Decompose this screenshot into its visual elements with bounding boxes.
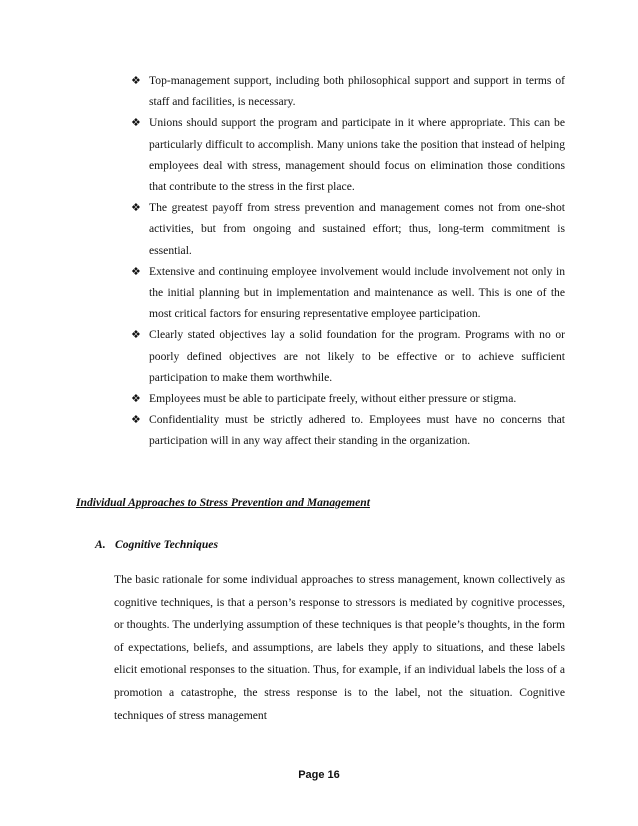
bullet-item — [131, 70, 565, 112]
subheading-marker: A. — [95, 538, 106, 551]
bullet-item — [131, 197, 565, 261]
diamond-bullet-icon: ❖ — [131, 413, 141, 427]
bullet-item — [131, 112, 565, 197]
bullet-text: The greatest payoff from stress prevention and management comes not from one-shot activities, but from ongoing and sustained effort; thus, long-term commitment is essential. — [149, 201, 565, 257]
diamond-bullet-icon: ❖ — [131, 201, 141, 215]
bullet-item — [131, 388, 565, 409]
diamond-bullet-icon: ❖ — [131, 264, 141, 278]
bullet-text: Employees must be able to participate freely, without either pressure or stigma. — [149, 392, 517, 406]
section-title: Individual Approaches to Stress Prevention and Management — [76, 496, 370, 509]
diamond-bullet-icon: ❖ — [131, 328, 141, 342]
bullet-text: Top-management support, including both philosophical support and support in terms of staff and facilities, is necessary. — [149, 74, 565, 109]
diamond-bullet-icon: ❖ — [131, 74, 141, 87]
diamond-bullet-icon: ❖ — [131, 116, 141, 130]
bullet-text: Clearly stated objectives lay a solid foundation for the program. Programs with no or poorly defined objectives are not likely to be effective or to achieve sufficient participation to make them worthwhile. — [149, 328, 565, 384]
bullet-item — [131, 261, 565, 325]
bullet-text: Unions should support the program and participate in it where appropriate. This can be particularly difficult to accomplish. Many unions take the position that instead of helping employees deal with stress, management should focus on elimination those conditions that contribute to the stress in the first place. — [149, 116, 565, 194]
subheading — [95, 538, 218, 551]
bullet-list — [131, 70, 565, 452]
bullet-item — [131, 409, 565, 451]
page-number: Page 16 — [298, 769, 340, 781]
subheading-title: Cognitive Techniques — [115, 538, 218, 551]
body-paragraph: The basic rationale for some individual approaches to stress management, known collectively as cognitive techniques, is that a person’s response to stressors is mediated by cognitive processes, or thoughts. The underlying assumption of these techniques is that people’s thoughts, in the form of expectations, beliefs, and assumptions, are labels they apply to situations, and these labels elicit emotional responses to the situation. Thus, for example, if an individual labels the loss of a promotion a catastrophe, the stress response is to the label, not the situation. Cognitive techniques of stress management — [114, 573, 565, 722]
bullet-item — [131, 324, 565, 388]
bullet-text: Extensive and continuing employee involvement would include involvement not only in the initial planning but in implementation and maintenance as well. This is one of the most critical factors for ensuring representative employee participation. — [149, 264, 565, 321]
diamond-bullet-icon: ❖ — [131, 392, 141, 406]
bullet-text: Confidentiality must be strictly adhered to. Employees must have no concerns that participation will in any way affect their standing in the organization. — [149, 413, 565, 448]
